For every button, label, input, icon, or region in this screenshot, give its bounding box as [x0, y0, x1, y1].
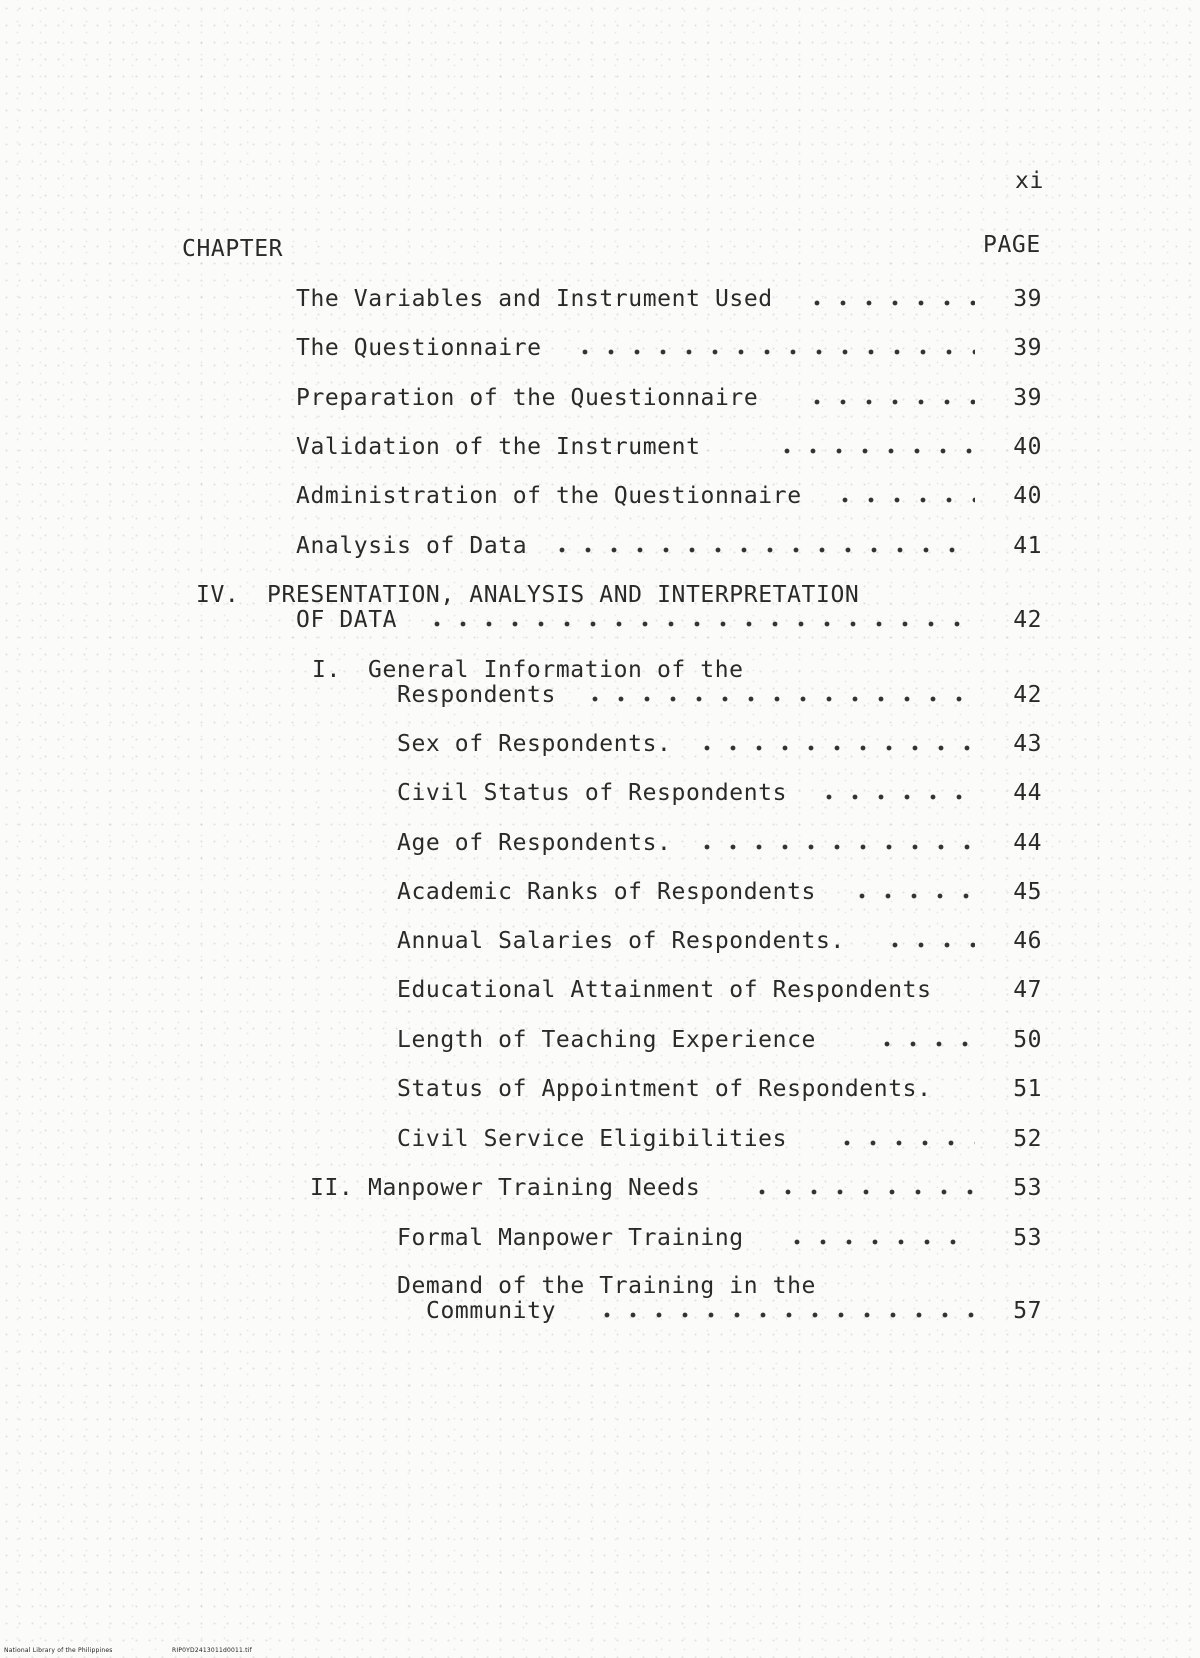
toc-entry-title: Validation of the Instrument: [296, 434, 701, 460]
leader-dots: [830, 1140, 975, 1146]
toc-entry-page: 42: [1013, 682, 1042, 708]
leader-dots: [545, 547, 975, 553]
leader-dots: [800, 300, 975, 306]
toc-entry-page: 45: [1013, 879, 1042, 905]
toc-entry-title: Administration of the Questionnaire: [296, 483, 802, 509]
leader-dots: [420, 621, 975, 627]
toc-entry-page: 51: [1013, 1076, 1042, 1102]
section-numeral: II.: [310, 1175, 354, 1201]
leader-dots: [870, 1041, 975, 1047]
chapter-title: PRESENTATION, ANALYSIS AND INTERPRETATION: [267, 582, 860, 608]
toc-entry-page: 40: [1013, 434, 1042, 460]
toc-entry-page: 44: [1013, 830, 1042, 856]
section-title: General Information of the: [368, 657, 744, 683]
toc-entry-title: Civil Status of Respondents: [397, 780, 788, 806]
footer-code: RIP0YD2413011d0011.tif: [172, 1647, 252, 1654]
leader-dots: [800, 399, 975, 405]
toc-entry-page: 53: [1013, 1225, 1042, 1251]
chapter-column-header: CHAPTER: [182, 236, 284, 262]
toc-entry-title: Length of Teaching Experience: [397, 1027, 816, 1053]
toc-entry-title: The Questionnaire: [296, 335, 542, 361]
leader-dots: [568, 349, 975, 355]
toc-entry-title: Annual Salaries of Respondents.: [397, 928, 845, 954]
section-numeral: I.: [312, 657, 341, 683]
toc-entry-page: 52: [1013, 1126, 1042, 1152]
leader-dots: [590, 1312, 975, 1318]
toc-entry-page: 41: [1013, 533, 1042, 559]
toc-entry-title: Educational Attainment of Respondents: [397, 977, 932, 1003]
toc-entry-page: 39: [1013, 286, 1042, 312]
toc-entry-title: Preparation of the Questionnaire: [296, 385, 759, 411]
chapter-numeral: IV.: [196, 582, 240, 608]
toc-entry-page: 43: [1013, 731, 1042, 757]
leader-dots: [812, 794, 975, 800]
toc-entry-title: Formal Manpower Training: [397, 1225, 744, 1251]
toc-entry-page: 46: [1013, 928, 1042, 954]
leader-dots: [780, 1239, 975, 1245]
page-column-header: PAGE: [983, 232, 1041, 258]
toc-entry-page: 39: [1013, 335, 1042, 361]
toc-entry-page: 57: [1013, 1298, 1042, 1324]
toc-entry-page: 40: [1013, 483, 1042, 509]
leader-dots: [578, 696, 975, 702]
chapter-title-continued: OF DATA: [296, 607, 398, 633]
toc-entry-title: Demand of the Training in the: [397, 1273, 816, 1299]
toc-entry-page: 42: [1013, 607, 1042, 633]
toc-entry-page: 53: [1013, 1175, 1042, 1201]
toc-entry-title: Civil Service Eligibilities: [397, 1126, 788, 1152]
toc-entry-page: 39: [1013, 385, 1042, 411]
leader-dots: [845, 893, 975, 899]
leader-dots: [828, 497, 975, 503]
leader-dots: [770, 448, 975, 454]
toc-entry-title: Analysis of Data: [296, 533, 528, 559]
toc-entry-title: Academic Ranks of Respondents: [397, 879, 816, 905]
toc-entry-title: Status of Appointment of Respondents.: [397, 1076, 932, 1102]
leader-dots: [690, 844, 975, 850]
toc-entry-page: 50: [1013, 1027, 1042, 1053]
footer-library: National Library of the Philippines: [4, 1647, 113, 1654]
section-title: Manpower Training Needs: [368, 1175, 701, 1201]
section-title-continued: Respondents: [397, 682, 556, 708]
leader-dots: [745, 1189, 975, 1195]
leader-dots: [878, 942, 975, 948]
leader-dots: [690, 745, 975, 751]
toc-entry-title: The Variables and Instrument Used: [296, 286, 773, 312]
toc-entry-title-continued: Community: [426, 1298, 557, 1324]
page-number: xi: [1015, 168, 1044, 194]
toc-entry-page: 47: [1013, 977, 1042, 1003]
toc-entry-title: Age of Respondents.: [397, 830, 672, 856]
toc-entry-page: 44: [1013, 780, 1042, 806]
toc-entry-title: Sex of Respondents.: [397, 731, 672, 757]
